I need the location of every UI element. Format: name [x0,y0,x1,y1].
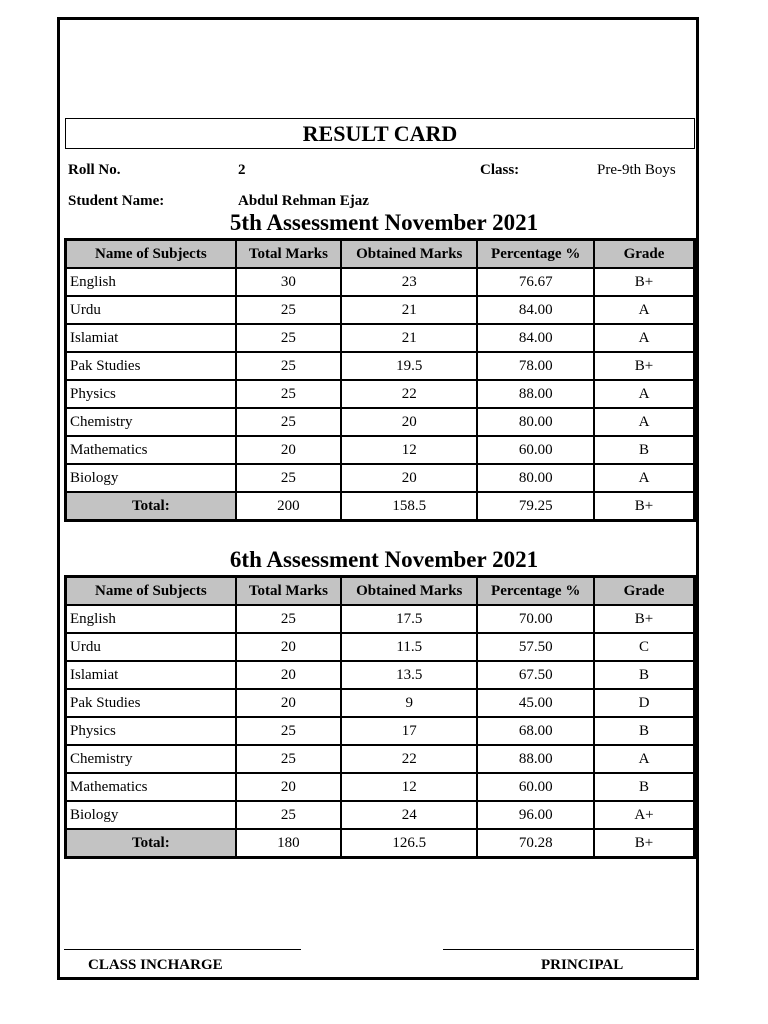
percentage-cell: 84.00 [477,296,594,324]
grade-cell: A [594,408,695,436]
total-row [66,492,695,521]
total-cell: 20 [236,633,341,661]
subject-cell: Mathematics [66,436,236,464]
subject-cell: Biology [66,801,236,829]
column-header: Grade [594,577,695,606]
table-row [66,324,695,352]
total-cell: 25 [236,408,341,436]
roll-no-label: Roll No. [68,162,121,178]
obtained-cell: 12 [341,773,477,801]
table-row [66,745,695,773]
column-header: Name of Subjects [66,577,236,606]
student-name-label: Student Name: [68,193,165,209]
obtained-cell: 13.5 [341,661,477,689]
grade-cell: B+ [594,268,695,296]
subject-cell: English [66,268,236,296]
obtained-cell: 20 [341,464,477,492]
table-body [66,605,695,858]
table-row [66,408,695,436]
class-incharge-signature-line [64,949,301,950]
table-row [66,605,695,633]
table-row [66,436,695,464]
percentage-cell: 78.00 [477,352,594,380]
assessment-title: 6th Assessment November 2021 [229,547,539,572]
grade-cell: C [594,633,695,661]
total-percentage-cell: 79.25 [477,492,594,521]
result-card-title: RESULT CARD [65,118,695,149]
class-value: Pre-9th Boys [597,162,676,178]
percentage-cell: 84.00 [477,324,594,352]
total-cell: 25 [236,352,341,380]
column-header: Percentage % [477,577,594,606]
percentage-cell: 80.00 [477,408,594,436]
column-header: Name of Subjects [66,240,236,269]
obtained-cell: 17.5 [341,605,477,633]
class-label: Class: [480,162,520,178]
total-cell: 20 [236,436,341,464]
subject-cell: Mathematics [66,773,236,801]
total-obtained-cell: 158.5 [341,492,477,521]
percentage-cell: 60.00 [477,773,594,801]
percentage-cell: 67.50 [477,661,594,689]
percentage-cell: 45.00 [477,689,594,717]
column-header: Total Marks [236,577,341,606]
total-total-cell: 180 [236,829,341,858]
total-cell: 25 [236,801,341,829]
table-row [66,801,695,829]
subject-cell: Biology [66,464,236,492]
grade-cell: B [594,436,695,464]
table-header-row [66,577,695,606]
subject-cell: Islamiat [66,324,236,352]
subject-cell: Pak Studies [66,689,236,717]
obtained-cell: 23 [341,268,477,296]
subject-cell: Urdu [66,296,236,324]
table-row [66,661,695,689]
subject-cell: Chemistry [66,408,236,436]
table-row [66,633,695,661]
subject-cell: Physics [66,717,236,745]
principal-signature-line [443,949,694,950]
table-row [66,352,695,380]
total-obtained-cell: 126.5 [341,829,477,858]
total-cell: 20 [236,661,341,689]
subject-cell: Urdu [66,633,236,661]
total-total-cell: 200 [236,492,341,521]
principal-label: PRINCIPAL [541,957,624,973]
total-cell: 20 [236,773,341,801]
roll-no-value: 2 [238,162,246,178]
total-cell: 25 [236,296,341,324]
assessment-title: 5th Assessment November 2021 [229,210,539,235]
obtained-cell: 12 [341,436,477,464]
percentage-cell: 76.67 [477,268,594,296]
total-cell: 25 [236,717,341,745]
grade-cell: A [594,745,695,773]
column-header: Total Marks [236,240,341,269]
percentage-cell: 96.00 [477,801,594,829]
table-row [66,717,695,745]
obtained-cell: 22 [341,745,477,773]
percentage-cell: 57.50 [477,633,594,661]
grade-cell: A [594,464,695,492]
table-row [66,380,695,408]
total-cell: 25 [236,324,341,352]
obtained-cell: 21 [341,296,477,324]
percentage-cell: 68.00 [477,717,594,745]
obtained-cell: 19.5 [341,352,477,380]
total-cell: 25 [236,380,341,408]
grade-cell: D [594,689,695,717]
percentage-cell: 70.00 [477,605,594,633]
grade-cell: B [594,717,695,745]
subject-cell: English [66,605,236,633]
percentage-cell: 88.00 [477,745,594,773]
table-row [66,464,695,492]
total-label: Total: [66,829,236,858]
column-header: Percentage % [477,240,594,269]
percentage-cell: 80.00 [477,464,594,492]
grade-cell: A+ [594,801,695,829]
total-cell: 20 [236,689,341,717]
obtained-cell: 9 [341,689,477,717]
column-header: Obtained Marks [341,577,477,606]
grade-cell: B+ [594,352,695,380]
total-cell: 30 [236,268,341,296]
total-label: Total: [66,492,236,521]
grade-cell: A [594,296,695,324]
obtained-cell: 11.5 [341,633,477,661]
table-row [66,689,695,717]
subject-cell: Physics [66,380,236,408]
table-row [66,268,695,296]
table-body [66,268,695,521]
total-cell: 25 [236,605,341,633]
obtained-cell: 24 [341,801,477,829]
marks-table [64,575,696,859]
total-cell: 25 [236,745,341,773]
class-incharge-label: CLASS INCHARGE [88,957,223,973]
subject-cell: Islamiat [66,661,236,689]
table-row [66,296,695,324]
total-grade-cell: B+ [594,829,695,858]
obtained-cell: 22 [341,380,477,408]
table-header-row [66,240,695,269]
percentage-cell: 88.00 [477,380,594,408]
table-row [66,773,695,801]
grade-cell: B [594,661,695,689]
obtained-cell: 21 [341,324,477,352]
subject-cell: Pak Studies [66,352,236,380]
subject-cell: Chemistry [66,745,236,773]
total-grade-cell: B+ [594,492,695,521]
grade-cell: B+ [594,605,695,633]
marks-table [64,238,696,522]
grade-cell: B [594,773,695,801]
total-cell: 25 [236,464,341,492]
obtained-cell: 20 [341,408,477,436]
column-header: Obtained Marks [341,240,477,269]
total-percentage-cell: 70.28 [477,829,594,858]
obtained-cell: 17 [341,717,477,745]
total-row [66,829,695,858]
grade-cell: A [594,324,695,352]
student-name-value: Abdul Rehman Ejaz [238,193,369,209]
column-header: Grade [594,240,695,269]
percentage-cell: 60.00 [477,436,594,464]
grade-cell: A [594,380,695,408]
